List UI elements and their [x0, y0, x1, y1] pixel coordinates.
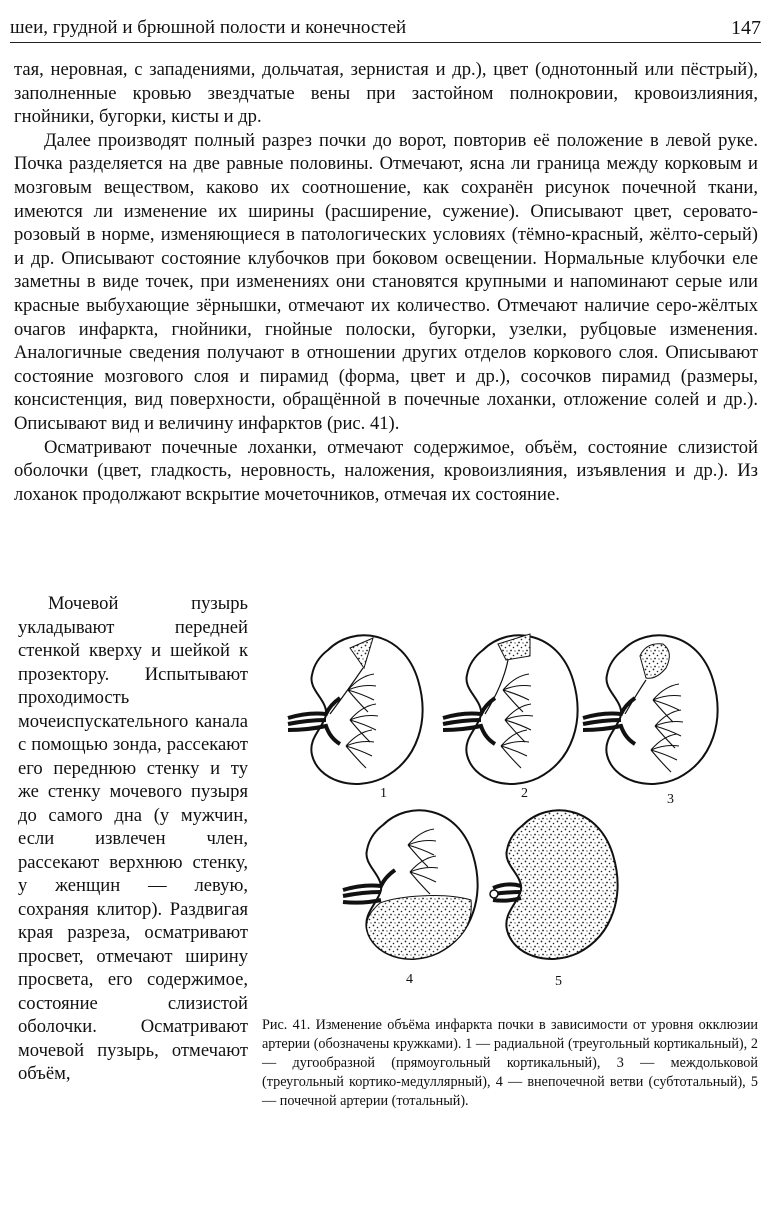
kidney-infarct-figure	[268, 620, 758, 1000]
main-text	[14, 58, 758, 506]
figure-label-2: 2	[521, 786, 528, 801]
page-number: 147	[731, 17, 761, 39]
page-header	[10, 14, 761, 43]
figure-label-4: 4	[406, 972, 413, 987]
figure-label-5: 5	[555, 974, 562, 989]
paragraph: Осматривают почечные лоханки, отмечают содержимое, объём, состояние слизистой оболочки (цвет, гладкость, неровность, наложения, кровоизлияния, изъявления и др.). Из лоханок продолжают вскрытие мочеточников, отмечая их состояние.	[14, 436, 758, 505]
kidney-5	[490, 810, 618, 959]
running-title: шеи, грудной и брюшной полости и конечностей	[10, 17, 407, 38]
kidney-4	[343, 810, 478, 959]
kidney-1	[288, 635, 423, 784]
paragraph: Далее производят полный разрез почки до ворот, повторив её положение в левой руке. Почка разделяется на две равные половины. Отмечают, ясна ли граница между корковым и мозговым веществом, каково их соотношение, как сохранён рисунок почечной ткани, имеются ли изменение их ширины (расширение, сужение). Описывают цвет, серовато-розовый в норме, изменяющиеся в патологических условиях (тёмно-красный, жёлто-серый) и др. Описывают состояние клубочков при боковом освещении. Нормальные клубочки еле заметны в виде точек, при изменениях они становятся крупными и напоминают серые или красные выбухающие зёрнышки, отмечают их количество. Отмечают наличие серо-жёлтых очагов инфаркта, гнойники, гнойные полоски, бугорки, узелки, рубцовые изменения. Аналогичные сведения получают в отношении других отделов коркового слоя. Описывают состояние мозгового слоя и пирамид (форма, цвет и др.), сосочков пирамид (размеры, консистенция, вид поверхности, обращённой в почечные лоханки, отложение солей и др.). Описывают вид и величину инфарктов (рис. 41).	[14, 129, 758, 434]
figure-label-1: 1	[380, 786, 387, 801]
kidney-illustration	[268, 620, 758, 1000]
kidney-2	[443, 634, 578, 784]
figure-label-3: 3	[667, 792, 674, 807]
left-column	[18, 592, 248, 1086]
kidney-3	[583, 635, 718, 784]
paragraph: тая, неровная, с западениями, дольчатая, зернистая и др.), цвет (однотонный или пёстрый), заполненные кровью звездчатые вены при застойном полнокровии, кровоизлияния, гнойники, бугорки, кисты и др.	[14, 59, 758, 128]
figure-caption: Рис. 41. Изменение объёма инфаркта почки в зависимости от уровня окклюзии артерии (обозначены кружками). 1 — радиальной (треугольный кортикальный), 2 — дугообразной (прямоугольный кортикальный), 3 — междольковой (треугольный кортико-медуллярный), 4 — внепочечной ветви (субтотальный), 5 — почечной артерии (тотальный).	[262, 1017, 758, 1109]
paragraph: Мочевой пузырь укладывают передней стенкой кверху и шейкой к прозектору. Испытывают проходимость мочеиспускательного канала с помощью зонда, рассекают его переднюю стенку и ту же стенку мочевого пузыря до самого дна (у мужчин, если извлечен член, рассекают верхнюю стенку, у женщин — левую, сохраняя клитор). Раздвигая края разреза, осматривают просвет, отмечают ширину просвета, его содержимое, состояние слизистой оболочки. Осматривают мочевой пузырь, отмечают объём,	[18, 593, 248, 1084]
